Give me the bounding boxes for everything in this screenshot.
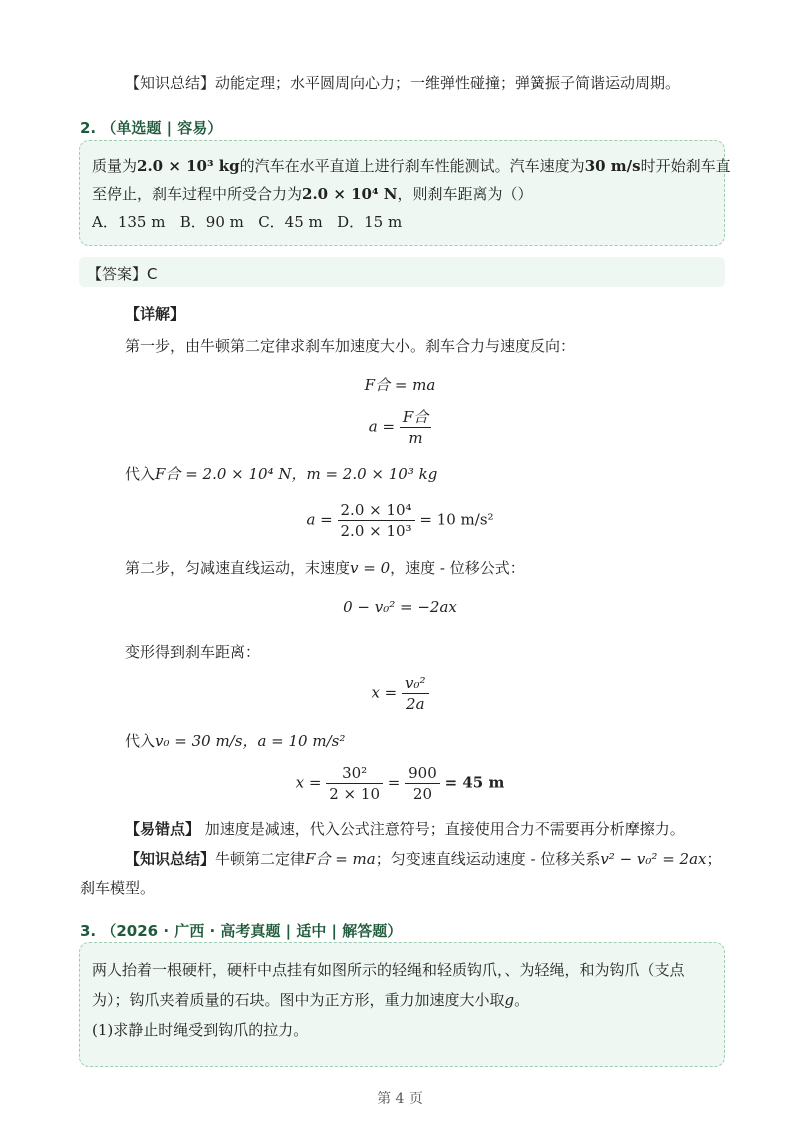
answer-text: 【答案】C bbox=[87, 265, 158, 283]
error-text: 加速度是减速，代入公式注意符号；直接使用合力不需要再分析摩擦力。 bbox=[204, 820, 685, 838]
substitution-1 bbox=[125, 463, 437, 484]
step-1-text: 第一步，由牛顿第二定律求刹车加速度大小。刹车合力与速度反向： bbox=[125, 337, 576, 355]
eq2-lhs: a = bbox=[368, 417, 396, 436]
q2-summary-tag: 【知识总结】 bbox=[125, 850, 216, 868]
eq6-lhs: x = bbox=[295, 773, 322, 792]
step-2-text bbox=[125, 557, 525, 578]
q2-stem-text: 时开始刹车直 bbox=[640, 157, 731, 175]
question-2-stem-box bbox=[79, 140, 731, 246]
eq3-numerator: 2.0 × 10⁴ bbox=[338, 500, 415, 521]
step2-text-b: ，速度 - 位移公式： bbox=[390, 559, 525, 577]
eq3-lhs: a = bbox=[306, 510, 333, 529]
eq6-numerator-1: 30² bbox=[326, 763, 383, 784]
equation-4: 0 − v₀² = −2ax bbox=[343, 598, 457, 616]
eq6-equals: = bbox=[387, 773, 401, 792]
equation-6 bbox=[0, 763, 800, 804]
summary-tag: 【知识总结】 bbox=[125, 74, 216, 92]
q2-summary-text: ；匀变速直线运动速度 - 位移关系 bbox=[375, 850, 601, 868]
eq2-numerator: F合 bbox=[400, 407, 431, 428]
option-b: B．90 m bbox=[179, 213, 244, 231]
question-3-header: 3. （2026 · 广西 · 高考真题 | 适中 | 解答题） bbox=[80, 922, 403, 940]
substitution-2 bbox=[125, 730, 345, 751]
page-number: 第 4 页 bbox=[377, 1091, 423, 1107]
q2-stem-text: 质量为 bbox=[92, 157, 138, 175]
answer-bar bbox=[79, 257, 725, 287]
eq6-fraction-2 bbox=[405, 763, 440, 804]
sub1-label: 代入 bbox=[125, 465, 156, 483]
q2-summary-eq-1: F合 = ma bbox=[305, 850, 376, 868]
option-a: A．135 m bbox=[92, 213, 166, 231]
eq3-fraction bbox=[338, 500, 415, 541]
eq6-denominator-2: 20 bbox=[412, 785, 432, 803]
q2-summary-line-1 bbox=[125, 848, 722, 869]
step2-velocity: v = 0 bbox=[350, 559, 391, 577]
eq5-fraction bbox=[402, 673, 429, 714]
q2-stem-line-2 bbox=[92, 183, 533, 204]
equation-5 bbox=[0, 673, 800, 714]
summary-text: 动能定理；水平圆周向心力；一维弹性碰撞；弹簧振子简谐运动周期。 bbox=[215, 74, 681, 92]
detail-tag: 【详解】 bbox=[125, 305, 186, 323]
q3-stem-line-1: 两人抬着一根硬杆，硬杆中点挂有如图所示的轻绳和轻质钩爪，、为轻绳，和为钩爪（支点 bbox=[92, 961, 685, 979]
equation-3 bbox=[0, 500, 800, 541]
eq5-numerator: v₀² bbox=[402, 673, 429, 694]
option-c: C．45 m bbox=[258, 213, 323, 231]
q2-stem-text: 至停止，刹车过程中所受合力为 bbox=[92, 185, 303, 203]
eq5-denominator: 2a bbox=[406, 695, 425, 713]
equation-2 bbox=[0, 407, 800, 448]
step-3-text: 变形得到刹车距离： bbox=[125, 643, 261, 661]
sub2-label: 代入 bbox=[125, 732, 156, 750]
q2-summary-text: ； bbox=[706, 850, 722, 868]
eq6-numerator-2: 900 bbox=[405, 763, 440, 784]
eq6-result: = 45 m bbox=[444, 773, 505, 792]
q3-sub-question-1: (1)求静止时绳受到钩爪的拉力。 bbox=[92, 1021, 309, 1039]
q3-stem-line-2 bbox=[92, 989, 529, 1010]
eq2-denominator: m bbox=[408, 429, 423, 447]
equation-1: F合 = ma bbox=[364, 376, 436, 394]
q3-stem-text: 为）；钩爪夹着质量的石块。图中为正方形，重力加速度大小取 bbox=[92, 991, 505, 1009]
step2-text-a: 第二步，匀减速直线运动，末速度 bbox=[125, 559, 351, 577]
q2-stem-line-1 bbox=[92, 155, 731, 176]
eq2-fraction bbox=[400, 407, 431, 448]
question-2-header: 2. （单选题 | 容易） bbox=[80, 119, 223, 137]
q3-gravity-symbol: g bbox=[504, 991, 515, 1009]
eq3-rhs: = 10 m/s² bbox=[419, 510, 494, 529]
q2-summary-line-2: 刹车模型。 bbox=[80, 879, 156, 897]
option-d: D．15 m bbox=[337, 213, 403, 231]
eq5-lhs: x = bbox=[371, 683, 398, 702]
eq6-denominator-1: 2 × 10 bbox=[329, 785, 380, 803]
q2-summary-eq-2: v² − v₀² = 2ax bbox=[600, 850, 707, 868]
eq3-denominator: 2.0 × 10³ bbox=[340, 522, 412, 540]
q3-stem-text: 。 bbox=[514, 991, 530, 1009]
q2-speed: 30 m/s bbox=[584, 157, 641, 175]
q2-stem-text: 的汽车在水平直道上进行刹车性能测试。汽车速度为 bbox=[239, 157, 585, 175]
question-3-stem-box bbox=[79, 942, 725, 1067]
error-point bbox=[125, 818, 685, 839]
sub2-expression: v₀ = 30 m/s，a = 10 m/s² bbox=[155, 732, 346, 750]
q2-mass: 2.0 × 10³ kg bbox=[137, 157, 240, 175]
error-tag: 【易错点】 bbox=[125, 820, 201, 838]
q2-force: 2.0 × 10⁴ N bbox=[302, 185, 398, 203]
q2-summary-text: 牛顿第二定律 bbox=[215, 850, 306, 868]
sub1-expression: F合 = 2.0 × 10⁴ N，m = 2.0 × 10³ kg bbox=[155, 465, 438, 483]
prev-summary bbox=[125, 72, 680, 93]
eq6-fraction-1 bbox=[326, 763, 383, 804]
q2-stem-text: ，则刹车距离为（） bbox=[397, 185, 533, 203]
q2-options bbox=[92, 211, 402, 232]
